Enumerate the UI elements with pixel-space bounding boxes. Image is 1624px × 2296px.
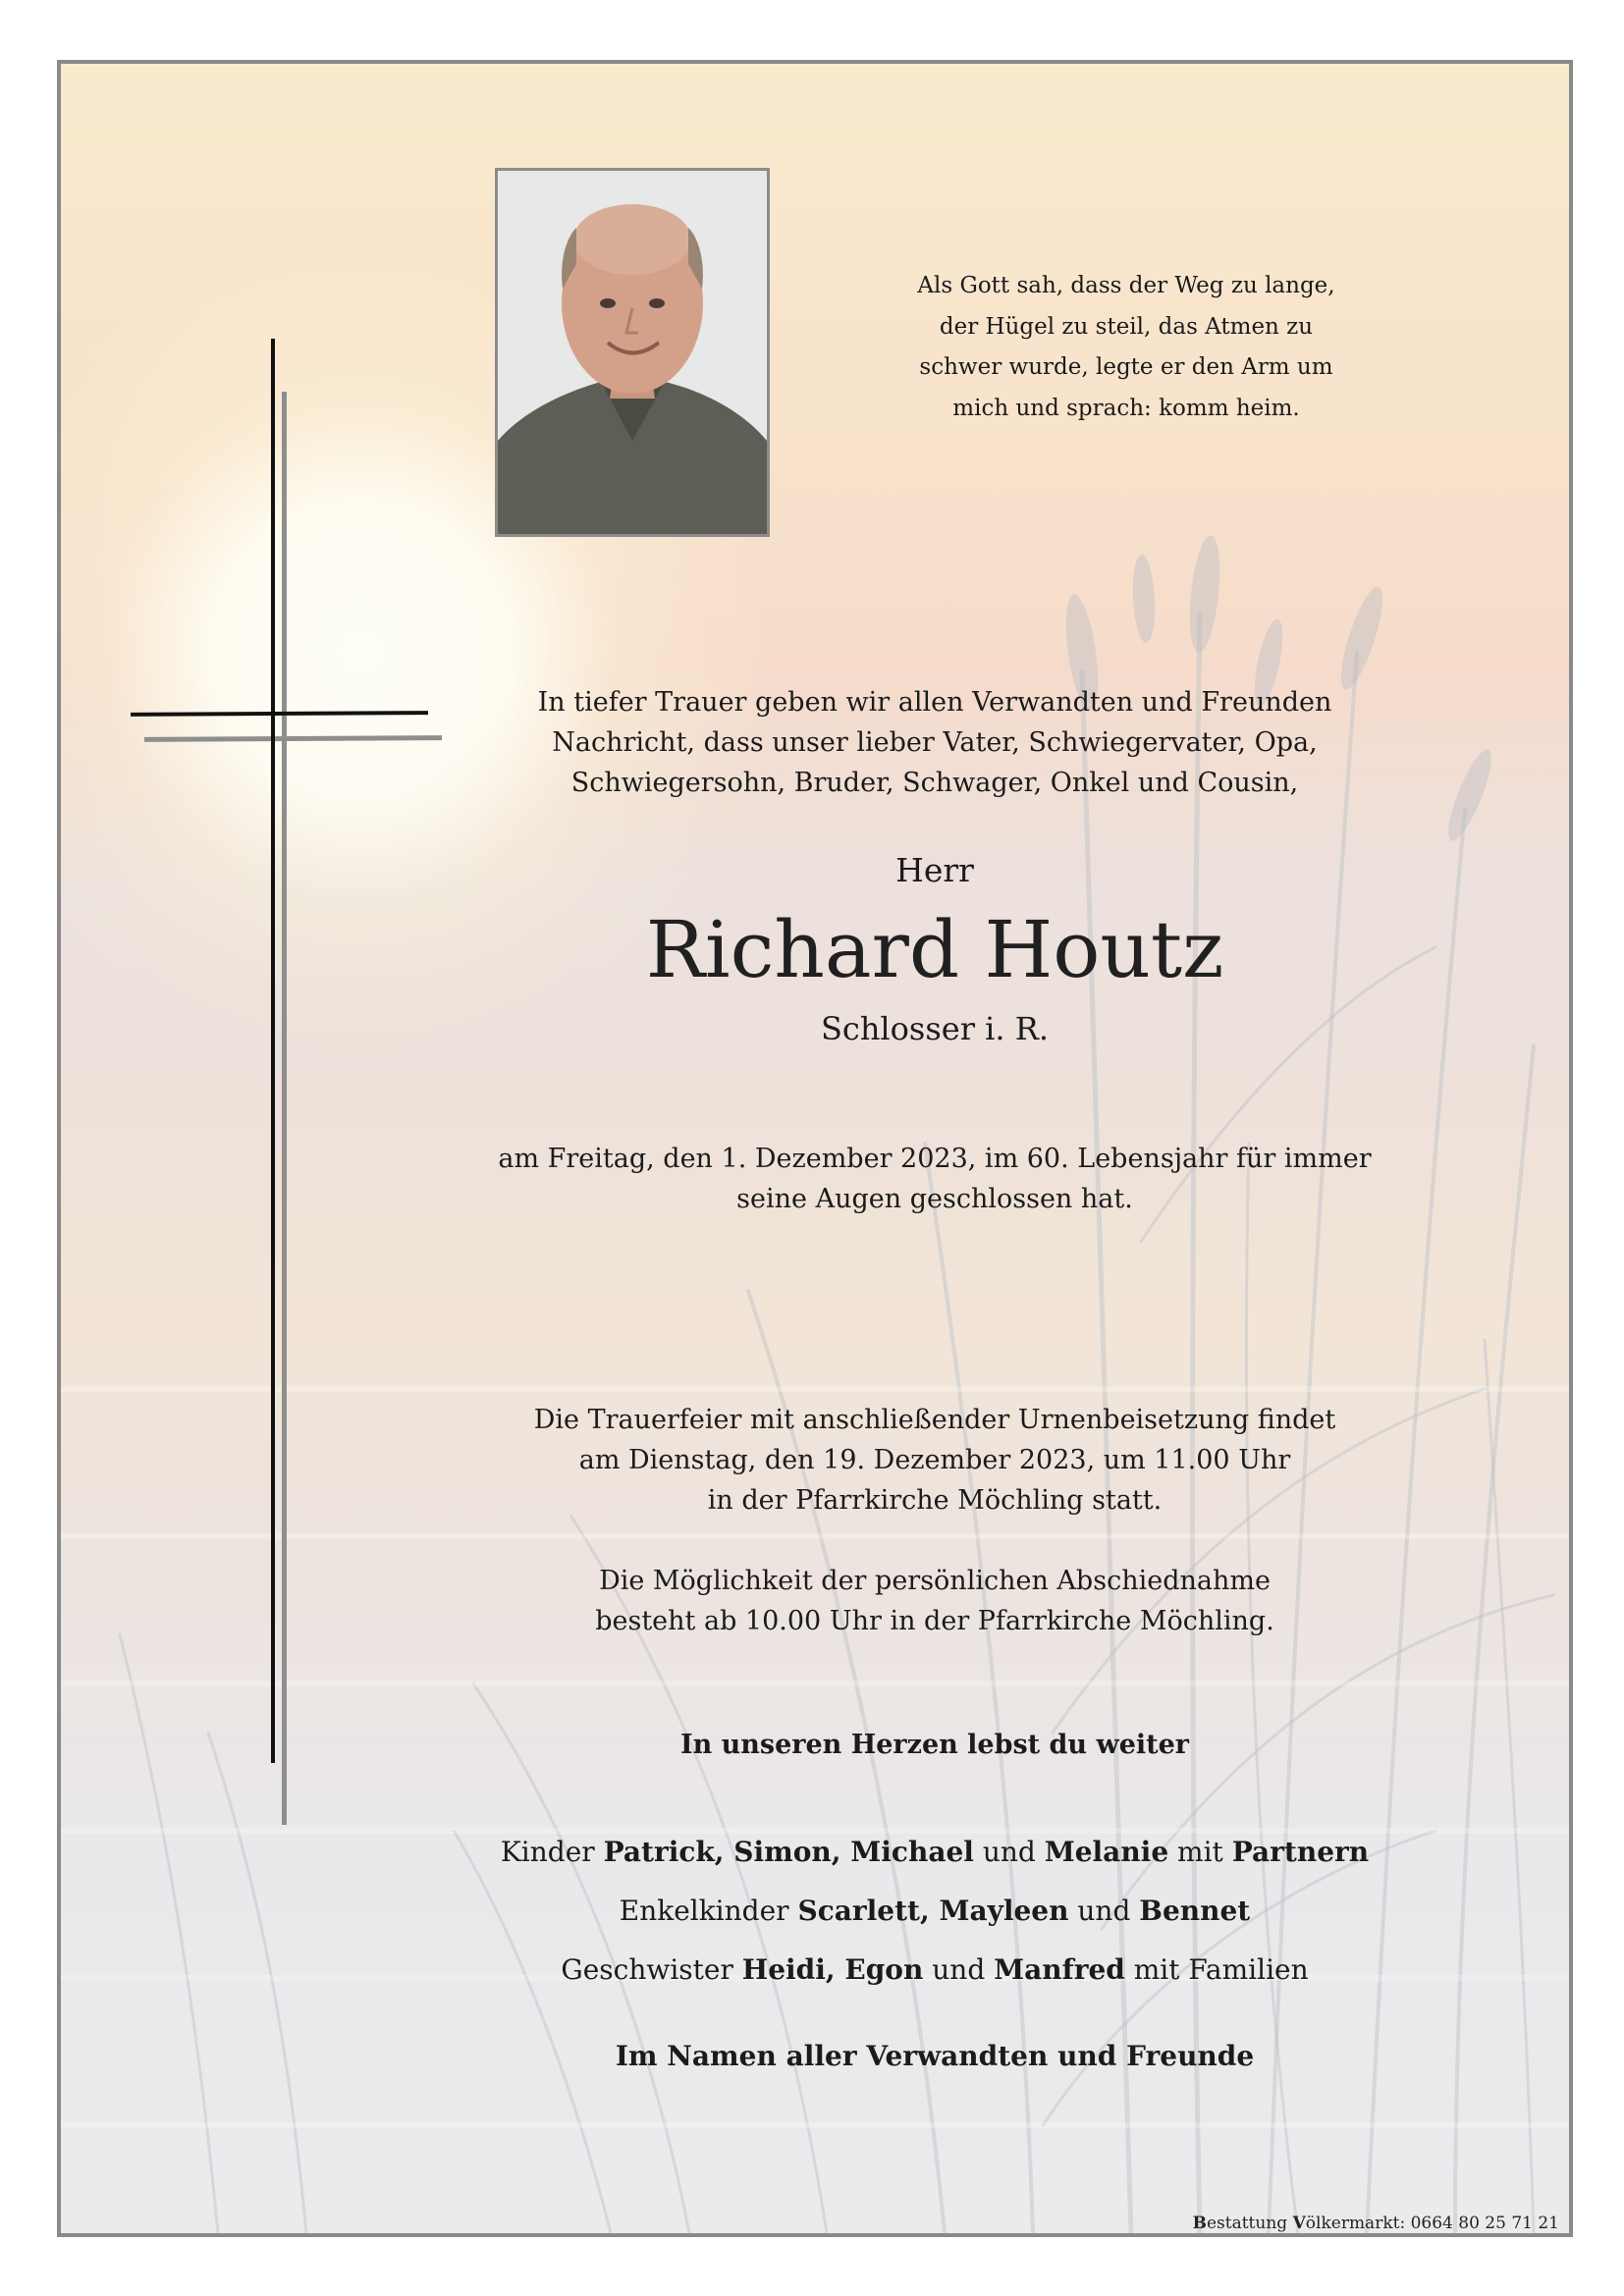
quote-line: Als Gott sah, dass der Weg zu lange,	[917, 273, 1335, 298]
quote-line: schwer wurde, legte er den Arm um	[919, 354, 1333, 380]
death-line: seine Augen geschlossen hat.	[736, 1184, 1133, 1214]
family-prefix: Enkelkinder	[619, 1895, 789, 1927]
family-names: Scarlett, Mayleen	[797, 1895, 1069, 1927]
salutation: Herr	[895, 851, 974, 889]
cross-vertical-shadow	[282, 392, 287, 1825]
closing-signature: Im Namen aller Verwandten und Freunde	[615, 2040, 1255, 2072]
deceased-occupation: Schlosser i. R.	[820, 1010, 1050, 1047]
family-last-name: Melanie	[1044, 1836, 1169, 1868]
family-children	[414, 1836, 1455, 1868]
quote-line: mich und sprach: komm heim.	[952, 395, 1300, 421]
family-last-name: Manfred	[994, 1953, 1125, 1986]
intro-line: Schwiegersohn, Bruder, Schwager, Onkel und Cousin,	[570, 768, 1299, 798]
footer-initial: V	[1292, 2214, 1306, 2233]
funeral-line: in der Pfarrkirche Möchling statt.	[707, 1485, 1163, 1516]
family-prefix: Kinder	[500, 1836, 595, 1868]
cross-vertical-bar	[271, 339, 275, 1763]
death-notice	[424, 1139, 1445, 1219]
funeral-details	[473, 1400, 1396, 1521]
family-suffix: mit Familien	[1133, 1953, 1309, 1986]
funeral-home-footer	[1193, 2214, 1559, 2233]
announcement-intro	[493, 682, 1377, 803]
farewell-line: besteht ab 10.00 Uhr in der Pfarrkirche Möchling.	[595, 1606, 1274, 1636]
memorial-quote	[895, 266, 1357, 429]
memorial-motto: In unseren Herzen lebst du weiter	[679, 1730, 1190, 1760]
footer-initial: B	[1192, 2214, 1207, 2233]
family-siblings	[414, 1953, 1455, 1986]
family-conjunction: und	[982, 1836, 1036, 1868]
family-conjunction: und	[932, 1953, 986, 1986]
family-conjunction: und	[1077, 1895, 1131, 1927]
death-line: am Freitag, den 1. Dezember 2023, im 60. Lebensjahr für immer	[498, 1144, 1372, 1174]
farewell-line: Die Möglichkeit der persönlichen Abschiednahme	[599, 1566, 1271, 1596]
family-suffix: Partnern	[1231, 1836, 1370, 1868]
farewell-details	[473, 1561, 1396, 1641]
deceased-name: Richard Houtz	[645, 904, 1224, 995]
family-grandchildren	[414, 1895, 1455, 1927]
family-names: Patrick, Simon, Michael	[603, 1836, 974, 1868]
footer-text: estattung	[1206, 2214, 1293, 2233]
intro-line: In tiefer Trauer geben wir allen Verwandten und Freunden	[537, 687, 1332, 718]
footer-text: ölkermarkt: 0664 80 25 71 21	[1305, 2214, 1559, 2233]
portrait-photo	[495, 168, 770, 537]
quote-line: der Hügel zu steil, das Atmen zu	[939, 313, 1314, 340]
family-names: Heidi, Egon	[741, 1953, 924, 1986]
intro-line: Nachricht, dass unser lieber Vater, Schwiegervater, Opa,	[552, 727, 1318, 758]
parte-card	[57, 60, 1573, 2237]
family-last-name: Bennet	[1139, 1895, 1251, 1927]
portrait-photo-illustration	[498, 171, 767, 534]
funeral-line: Die Trauerfeier mit anschließender Urnenbeisetzung findet	[533, 1405, 1336, 1435]
family-with: mit	[1177, 1836, 1223, 1868]
family-prefix: Geschwister	[561, 1953, 733, 1986]
funeral-line: am Dienstag, den 19. Dezember 2023, um 11.00 Uhr	[578, 1445, 1291, 1475]
